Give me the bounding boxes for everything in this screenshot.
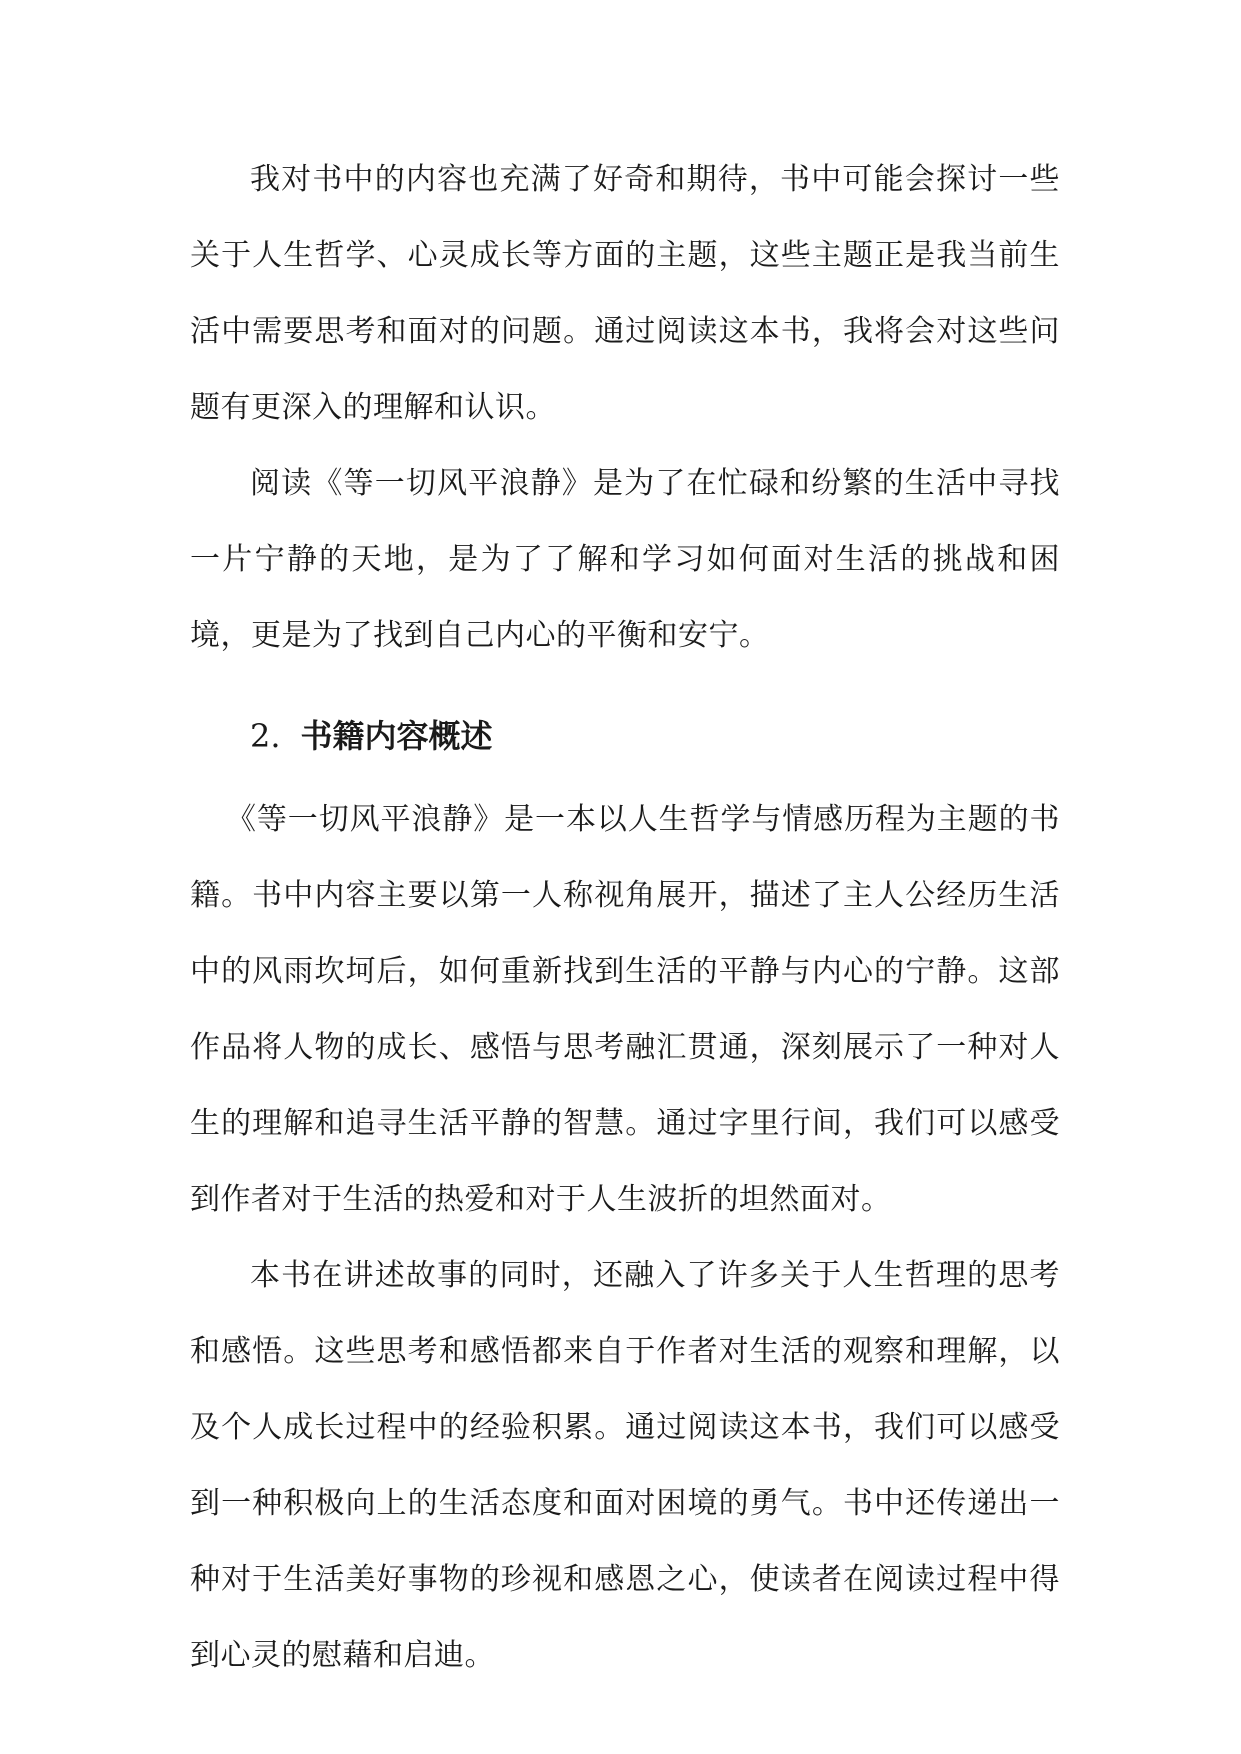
paragraph-curiosity: 我对书中的内容也充满了好奇和期待，书中可能会探讨一些关于人生哲学、心灵成长等方面的主题，这些主题正是我当前生活中需要思考和面对的问题。通过阅读这本书，我将会对这些问题有更深入的理解和认识。 xyxy=(190,162,1060,425)
section-title: 书籍内容概述 xyxy=(300,717,493,755)
section-spacer xyxy=(190,674,1060,708)
section-number: 2. xyxy=(250,717,281,755)
paragraph-book-overview: 《等一切风平浪静》是一本以人生哲学与情感历程为主题的书籍。书中内容主要以第一人称视角展开，描述了主人公经历生活中的风雨坎坷后，如何重新找到生活的平静与内心的宁静。这部作品将人物的成长、感悟与思考融汇贯通，深刻展示了一种对人生的理解和追寻生活平静的智慧。通过字里行间，我们可以感受到作者对于生活的热爱和对于人生波折的坦然面对。 xyxy=(190,802,1060,1217)
paragraph-reading-purpose: 阅读《等一切风平浪静》是为了在忙碌和纷繁的生活中寻找一片宁静的天地，是为了了解和学习如何面对生活的挑战和困境，更是为了找到自己内心的平衡和安宁。 xyxy=(190,466,1060,653)
paragraph-book-philosophy: 本书在讲述故事的同时，还融入了许多关于人生哲理的思考和感悟。这些思考和感悟都来自于作者对生活的观察和理解，以及个人成长过程中的经验积累。通过阅读这本书，我们可以感受到一种积极向上的生活态度和面对困境的勇气。书中还传递出一种对于生活美好事物的珍视和感恩之心，使读者在阅读过程中得到心灵的慰藉和启迪。 xyxy=(190,1258,1060,1673)
document-body xyxy=(190,142,1060,1694)
section-heading xyxy=(190,708,1060,764)
